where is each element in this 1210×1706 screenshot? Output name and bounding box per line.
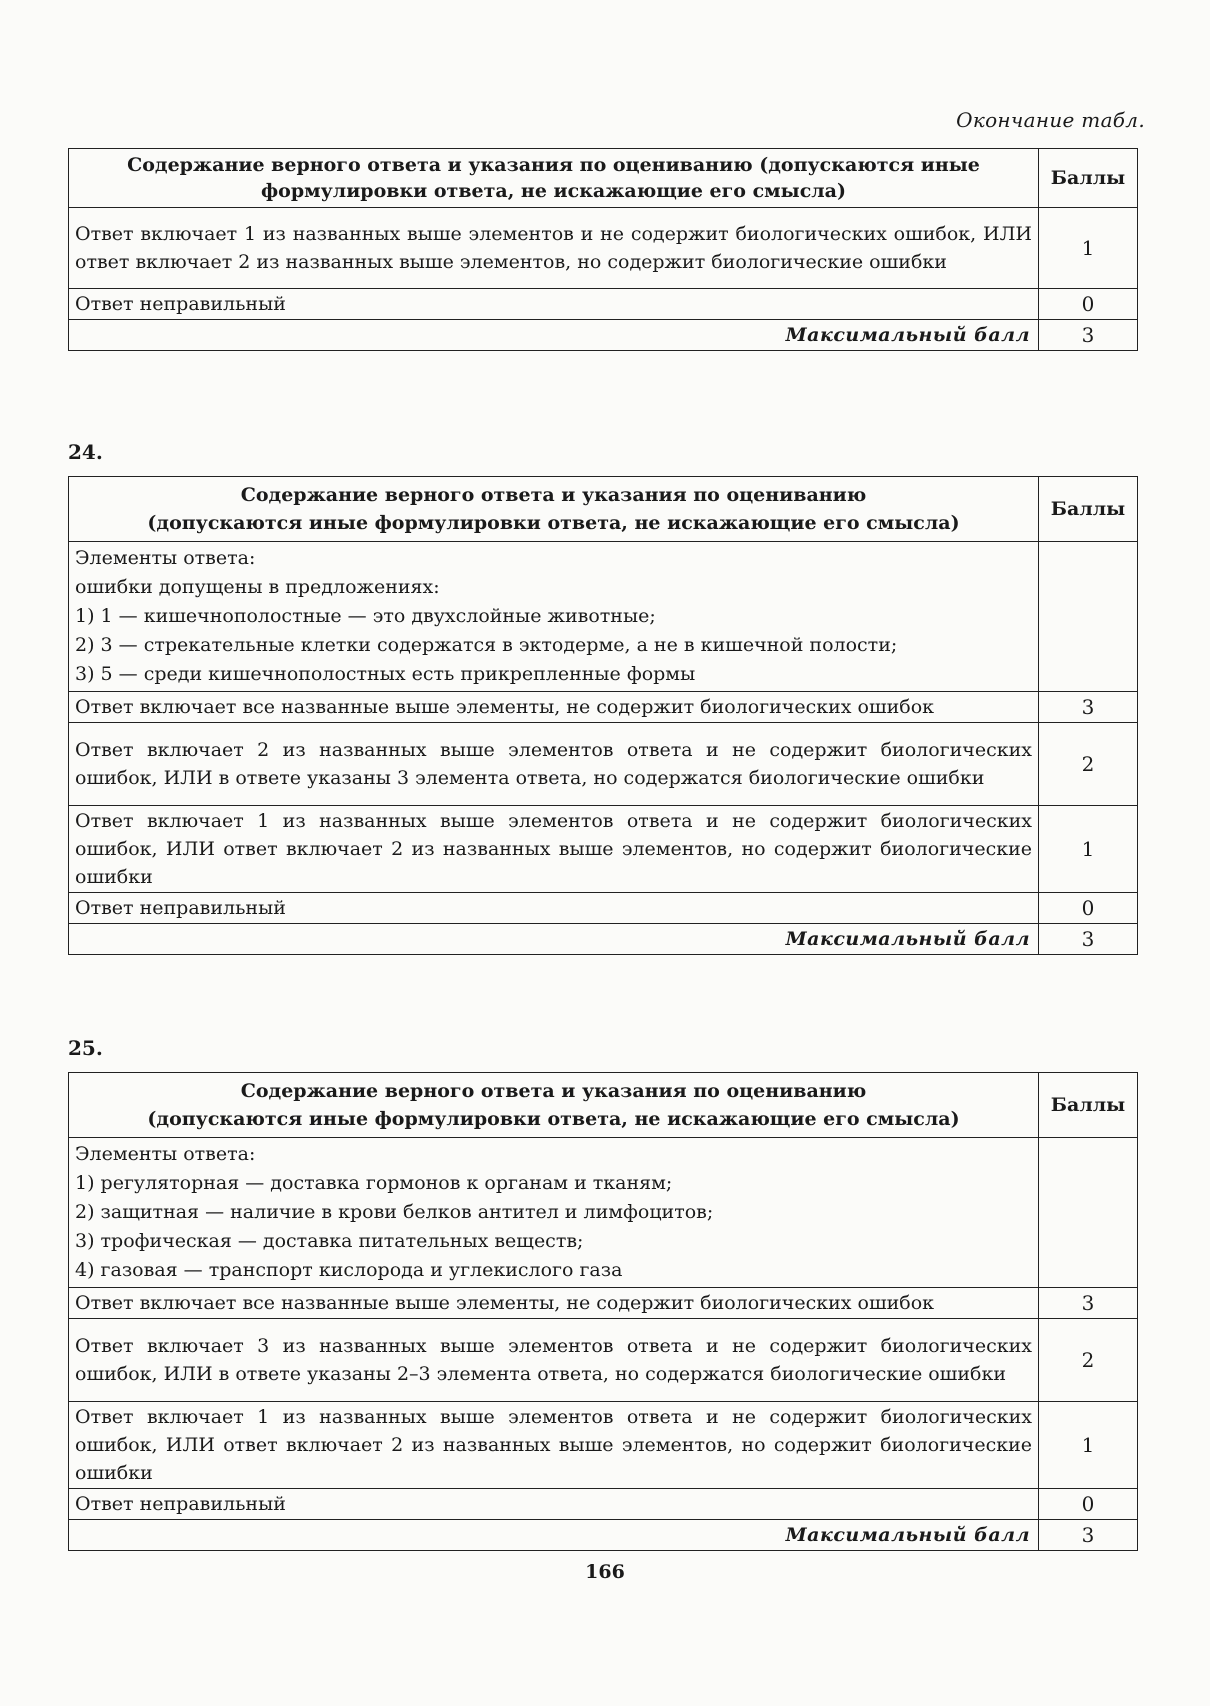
table-row — [69, 289, 1138, 320]
criterion-points: 1 — [1039, 208, 1138, 289]
criterion-points: 2 — [1039, 1319, 1138, 1402]
task-25-block — [68, 1036, 1138, 1551]
criterion-text: Ответ включает 2 из названных выше элементов ответа и не содержит биологических ошибок, ИЛИ в ответе указаны 3 элемента ответа, но содержатся биологические ошибки — [69, 723, 1039, 806]
criterion-text: Ответ включает 1 из названных выше элементов ответа и не содержит биологических ошибок, ИЛИ ответ включает 2 из названных выше элементов, но содержит биологические ошибки — [69, 1402, 1039, 1489]
header-line: Содержание верного ответа и указания по оцениванию — [240, 1080, 867, 1102]
criterion-points: 0 — [1039, 1489, 1138, 1520]
points-column-header: Баллы — [1039, 149, 1138, 208]
table-row — [69, 692, 1138, 723]
table-row — [69, 1402, 1138, 1489]
answer-elements-row — [69, 1138, 1138, 1288]
table-row — [69, 1489, 1138, 1520]
table-row — [69, 806, 1138, 893]
max-score-label: Максимальный балл — [69, 320, 1039, 351]
continuation-table — [68, 148, 1138, 351]
max-score-value: 3 — [1039, 924, 1138, 955]
answer-elements — [69, 1138, 1039, 1288]
task-number: 24. — [68, 440, 103, 464]
criterion-points: 3 — [1039, 1288, 1138, 1319]
criterion-points: 0 — [1039, 289, 1138, 320]
element-line: 1) 1 — кишечнополостные — это двухслойные животные; — [75, 605, 656, 627]
task-24-block — [68, 440, 1138, 955]
element-line: 1) регуляторная — доставка гормонов к органам и тканям; — [75, 1172, 673, 1194]
max-score-row — [69, 924, 1138, 955]
empty-points-cell — [1039, 1138, 1138, 1288]
header-line: (допускаются иные формулировки ответа, не искажающие его смысла) — [147, 512, 960, 534]
max-score-row — [69, 320, 1138, 351]
max-score-value: 3 — [1039, 320, 1138, 351]
content-column-header — [69, 1073, 1039, 1138]
criterion-text: Ответ включает 1 из названных выше элементов и не содержит биологических ошибок, ИЛИ ответ включает 2 из названных выше элементов, но содержит биологические ошибки — [69, 208, 1039, 289]
empty-points-cell — [1039, 542, 1138, 692]
table-row — [69, 723, 1138, 806]
criterion-points: 1 — [1039, 1402, 1138, 1489]
criterion-points: 1 — [1039, 806, 1138, 893]
element-line: 2) 3 — стрекательные клетки содержатся в эктодерме, а не в кишечной полости; — [75, 634, 898, 656]
table-header-row — [69, 1073, 1138, 1138]
page-header: Окончание табл. — [956, 108, 1145, 132]
answer-elements — [69, 542, 1039, 692]
criterion-text: Ответ включает все названные выше элементы, не содержит биологических ошибок — [69, 1288, 1039, 1319]
content-column-header: Содержание верного ответа и указания по оцениванию (допускаются иные формулировки ответа, не искажающие его смысла) — [69, 149, 1039, 208]
criterion-text: Ответ неправильный — [69, 1489, 1039, 1520]
element-line: 3) 5 — среди кишечнополостных есть прикрепленные формы — [75, 663, 696, 685]
continuation-block — [68, 148, 1138, 351]
table-row — [69, 1319, 1138, 1402]
max-score-value: 3 — [1039, 1520, 1138, 1551]
points-column-header: Баллы — [1039, 477, 1138, 542]
header-line: (допускаются иные формулировки ответа, не искажающие его смысла) — [147, 1108, 960, 1130]
criterion-points: 0 — [1039, 893, 1138, 924]
header-line: Содержание верного ответа и указания по оцениванию — [240, 484, 867, 506]
max-score-row — [69, 1520, 1138, 1551]
content-column-header — [69, 477, 1039, 542]
element-line: 2) защитная — наличие в крови белков антител и лимфоцитов; — [75, 1201, 714, 1223]
element-line: 3) трофическая — доставка питательных веществ; — [75, 1230, 584, 1252]
task-number: 25. — [68, 1036, 103, 1060]
element-line: Элементы ответа: — [75, 547, 256, 569]
element-line: ошибки допущены в предложениях: — [75, 576, 440, 598]
criterion-points: 3 — [1039, 692, 1138, 723]
criterion-text: Ответ включает все названные выше элементы, не содержит биологических ошибок — [69, 692, 1039, 723]
criterion-text: Ответ включает 3 из названных выше элементов ответа и не содержит биологических ошибок, ИЛИ в ответе указаны 2–3 элемента ответа, но содержатся биологические ошибки — [69, 1319, 1039, 1402]
table-row — [69, 1288, 1138, 1319]
criterion-text: Ответ неправильный — [69, 289, 1039, 320]
answer-elements-row — [69, 542, 1138, 692]
element-line: Элементы ответа: — [75, 1143, 256, 1165]
task-25-table — [68, 1072, 1138, 1551]
element-line: 4) газовая — транспорт кислорода и углекислого газа — [75, 1259, 623, 1281]
page-number: 166 — [585, 1561, 625, 1583]
table-header-row — [69, 477, 1138, 542]
criterion-text: Ответ неправильный — [69, 893, 1039, 924]
max-score-label: Максимальный балл — [69, 1520, 1039, 1551]
table-header-row — [69, 149, 1138, 208]
max-score-label: Максимальный балл — [69, 924, 1039, 955]
criterion-text: Ответ включает 1 из названных выше элементов ответа и не содержит биологических ошибок, ИЛИ ответ включает 2 из названных выше элементов, но содержит биологические ошибки — [69, 806, 1039, 893]
criterion-points: 2 — [1039, 723, 1138, 806]
task-24-table — [68, 476, 1138, 955]
table-row — [69, 208, 1138, 289]
table-row — [69, 893, 1138, 924]
points-column-header: Баллы — [1039, 1073, 1138, 1138]
